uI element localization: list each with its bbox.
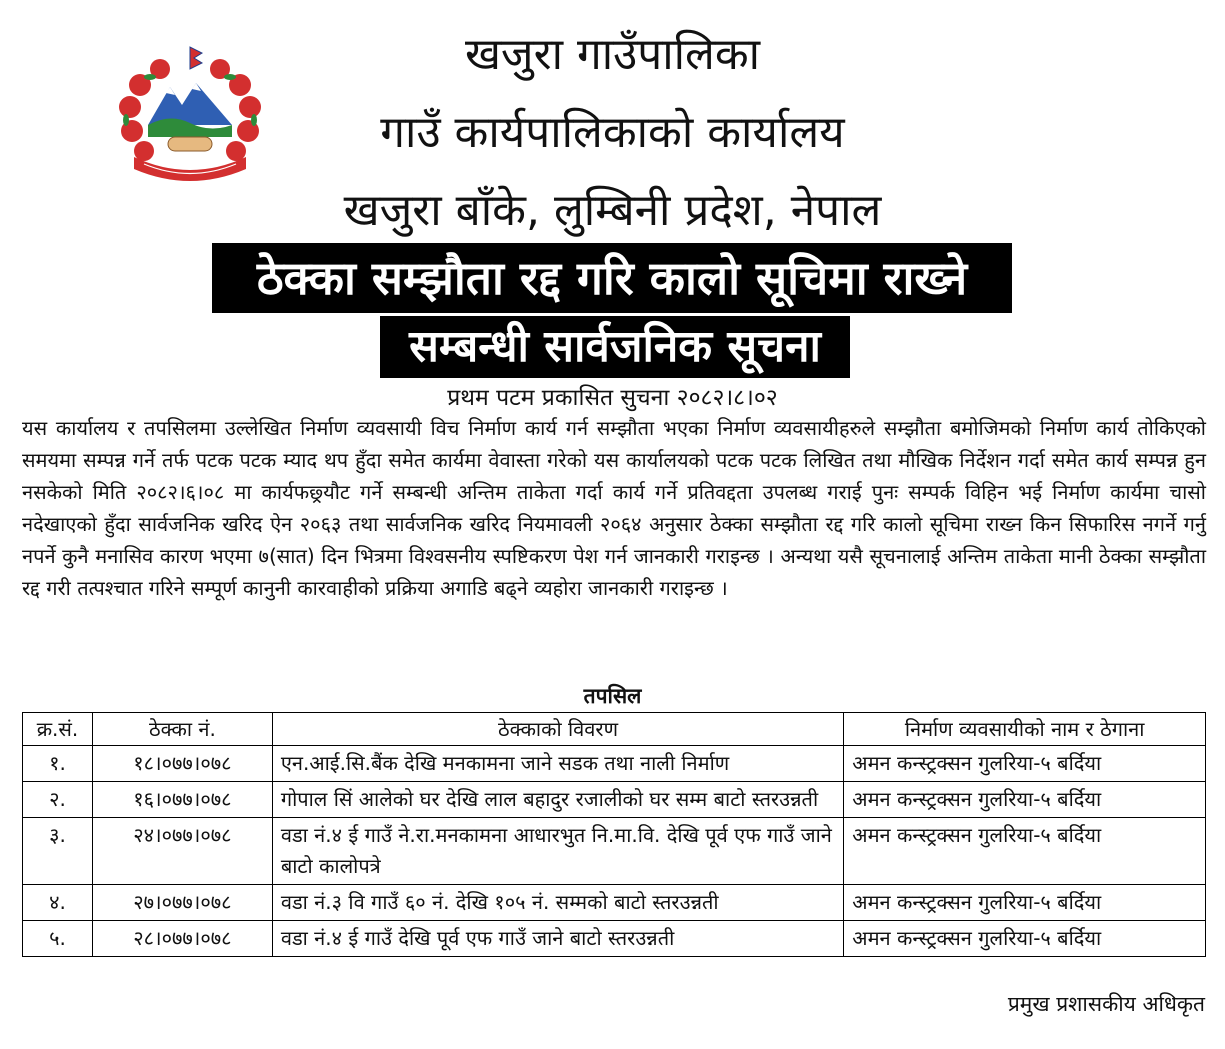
table-row bbox=[23, 921, 1206, 957]
header-contract-no: ठेक्का नं. bbox=[92, 713, 272, 746]
office-name: गाउँ कार्यपालिकाको कार्यालय bbox=[380, 107, 845, 158]
serial-cell: १. bbox=[23, 746, 93, 782]
contractor-cell: अमन कन्स्ट्रक्सन गुलरिया-५ बर्दिया bbox=[844, 818, 1206, 885]
contract-no-cell: २७।०७७।०७८ bbox=[92, 885, 272, 921]
header-contractor: निर्माण व्यवसायीको नाम र ठेगाना bbox=[844, 713, 1206, 746]
header-serial: क्र.सं. bbox=[23, 713, 93, 746]
description-cell: वडा नं.४ ई गाउँ देखि पूर्व एफ गाउँ जाने बाटो स्तरउन्नती bbox=[272, 921, 843, 957]
contract-no-cell: १६।०७७।०७८ bbox=[92, 782, 272, 818]
table-row bbox=[23, 782, 1206, 818]
contract-no-cell: २४।०७७।०७८ bbox=[92, 818, 272, 885]
description-cell: एन.आई.सि.बैंक देखि मनकामना जाने सडक तथा नाली निर्माण bbox=[272, 746, 843, 782]
description-cell: वडा नं.३ वि गाउँ ६० नं. देखि १०५ नं. सम्मको बाटो स्तरउन्नती bbox=[272, 885, 843, 921]
contractor-cell: अमन कन्स्ट्रक्सन गुलरिया-५ बर्दिया bbox=[844, 746, 1206, 782]
table-row bbox=[23, 885, 1206, 921]
table-header-row bbox=[23, 713, 1206, 746]
contractor-cell: अमन कन्स्ट्रक्सन गुलरिया-५ बर्दिया bbox=[844, 921, 1206, 957]
contract-table bbox=[22, 712, 1206, 957]
serial-cell: ४. bbox=[23, 885, 93, 921]
contract-no-cell: २८।०७७।०७८ bbox=[92, 921, 272, 957]
notice-title-line1: ठेक्का सम्झौता रद्द गरि कालो सूचिमा राख्ने bbox=[212, 243, 1012, 313]
table-row bbox=[23, 818, 1206, 885]
municipality-name: खजुरा गाउँपालिका bbox=[464, 29, 761, 80]
serial-cell: ३. bbox=[23, 818, 93, 885]
publication-note: प्रथम पटम प्रकासित सुचना २०८२।८।०२ bbox=[447, 385, 778, 411]
description-cell: वडा नं.४ ई गाउँ ने.रा.मनकामना आधारभुत नि.मा.वि. देखि पूर्व एफ गाउँ जाने बाटो कालोपत्रे bbox=[272, 818, 843, 885]
description-cell: गोपाल सिं आलेको घर देखि लाल बहादुर रजालीको घर सम्म बाटो स्तरउन्नती bbox=[272, 782, 843, 818]
contractor-cell: अमन कन्स्ट्रक्सन गुलरिया-५ बर्दिया bbox=[844, 885, 1206, 921]
office-address: खजुरा बाँके, लुम्बिनी प्रदेश, नेपाल bbox=[343, 185, 882, 236]
contractor-cell: अमन कन्स्ट्रक्सन गुलरिया-५ बर्दिया bbox=[844, 782, 1206, 818]
contract-no-cell: १८।०७७।०७८ bbox=[92, 746, 272, 782]
notice-title-line2: सम्बन्धी सार्वजनिक सूचना bbox=[380, 316, 850, 378]
serial-cell: २. bbox=[23, 782, 93, 818]
table-row bbox=[23, 746, 1206, 782]
header-description: ठेक्काको विवरण bbox=[272, 713, 843, 746]
serial-cell: ५. bbox=[23, 921, 93, 957]
notice-body: यस कार्यालय र तपसिलमा उल्लेखित निर्माण व्यवसायी विच निर्माण कार्य गर्न सम्झौता भएका निर्माण व्यवसायीहरुले सम्झौता बमोजिमको निर्माण कार्य तोकिएको समयमा सम्पन्न गर्ने तर्फ पटक पटक म्याद थप हुँदा समेत कार्यमा वेवास्ता गरेको यस कार्यालयको पटक पटक लिखित तथा मौखिक निर्देशन गर्दा समेत कार्य सम्पन्न हुन नसकेको मिति २०८२।६।०८ मा कार्यफछ्र्यौट गर्ने सम्बन्धी अन्तिम ताकेता गर्दा कार्य गर्ने प्रतिवद्दता उपलब्ध गराई पुनः सम्पर्क विहिन भई निर्माण कार्यमा चासो नदेखाएको हुँदा सार्वजनिक खरिद ऐन २०६३ तथा सार्वजनिक खरिद नियमावली २०६४ अनुसार ठेक्का सम्झौता रद्द गरि कालो सूचिमा राख्न किन सिफारिस नगर्ने गर्नु नपर्ने कुनै मनासिव कारण भएमा ७(सात) दिन भित्रमा विश्वसनीय स्पष्टिकरण पेश गर्न जानकारी गराइन्छ । अन्यथा यसै सूचनालाई अन्तिम ताकेता मानी ठेक्का सम्झौता रद्द गरी तत्पश्चात गरिने सम्पूर्ण कानुनी कारवाहीको प्रक्रिया अगाडि बढ्ने व्यहोरा जानकारी गराइन्छ । bbox=[22, 416, 1206, 600]
signatory-title: प्रमुख प्रशासकीय अधिकृत bbox=[1007, 992, 1205, 1016]
schedule-label: तपसिल bbox=[583, 684, 642, 708]
